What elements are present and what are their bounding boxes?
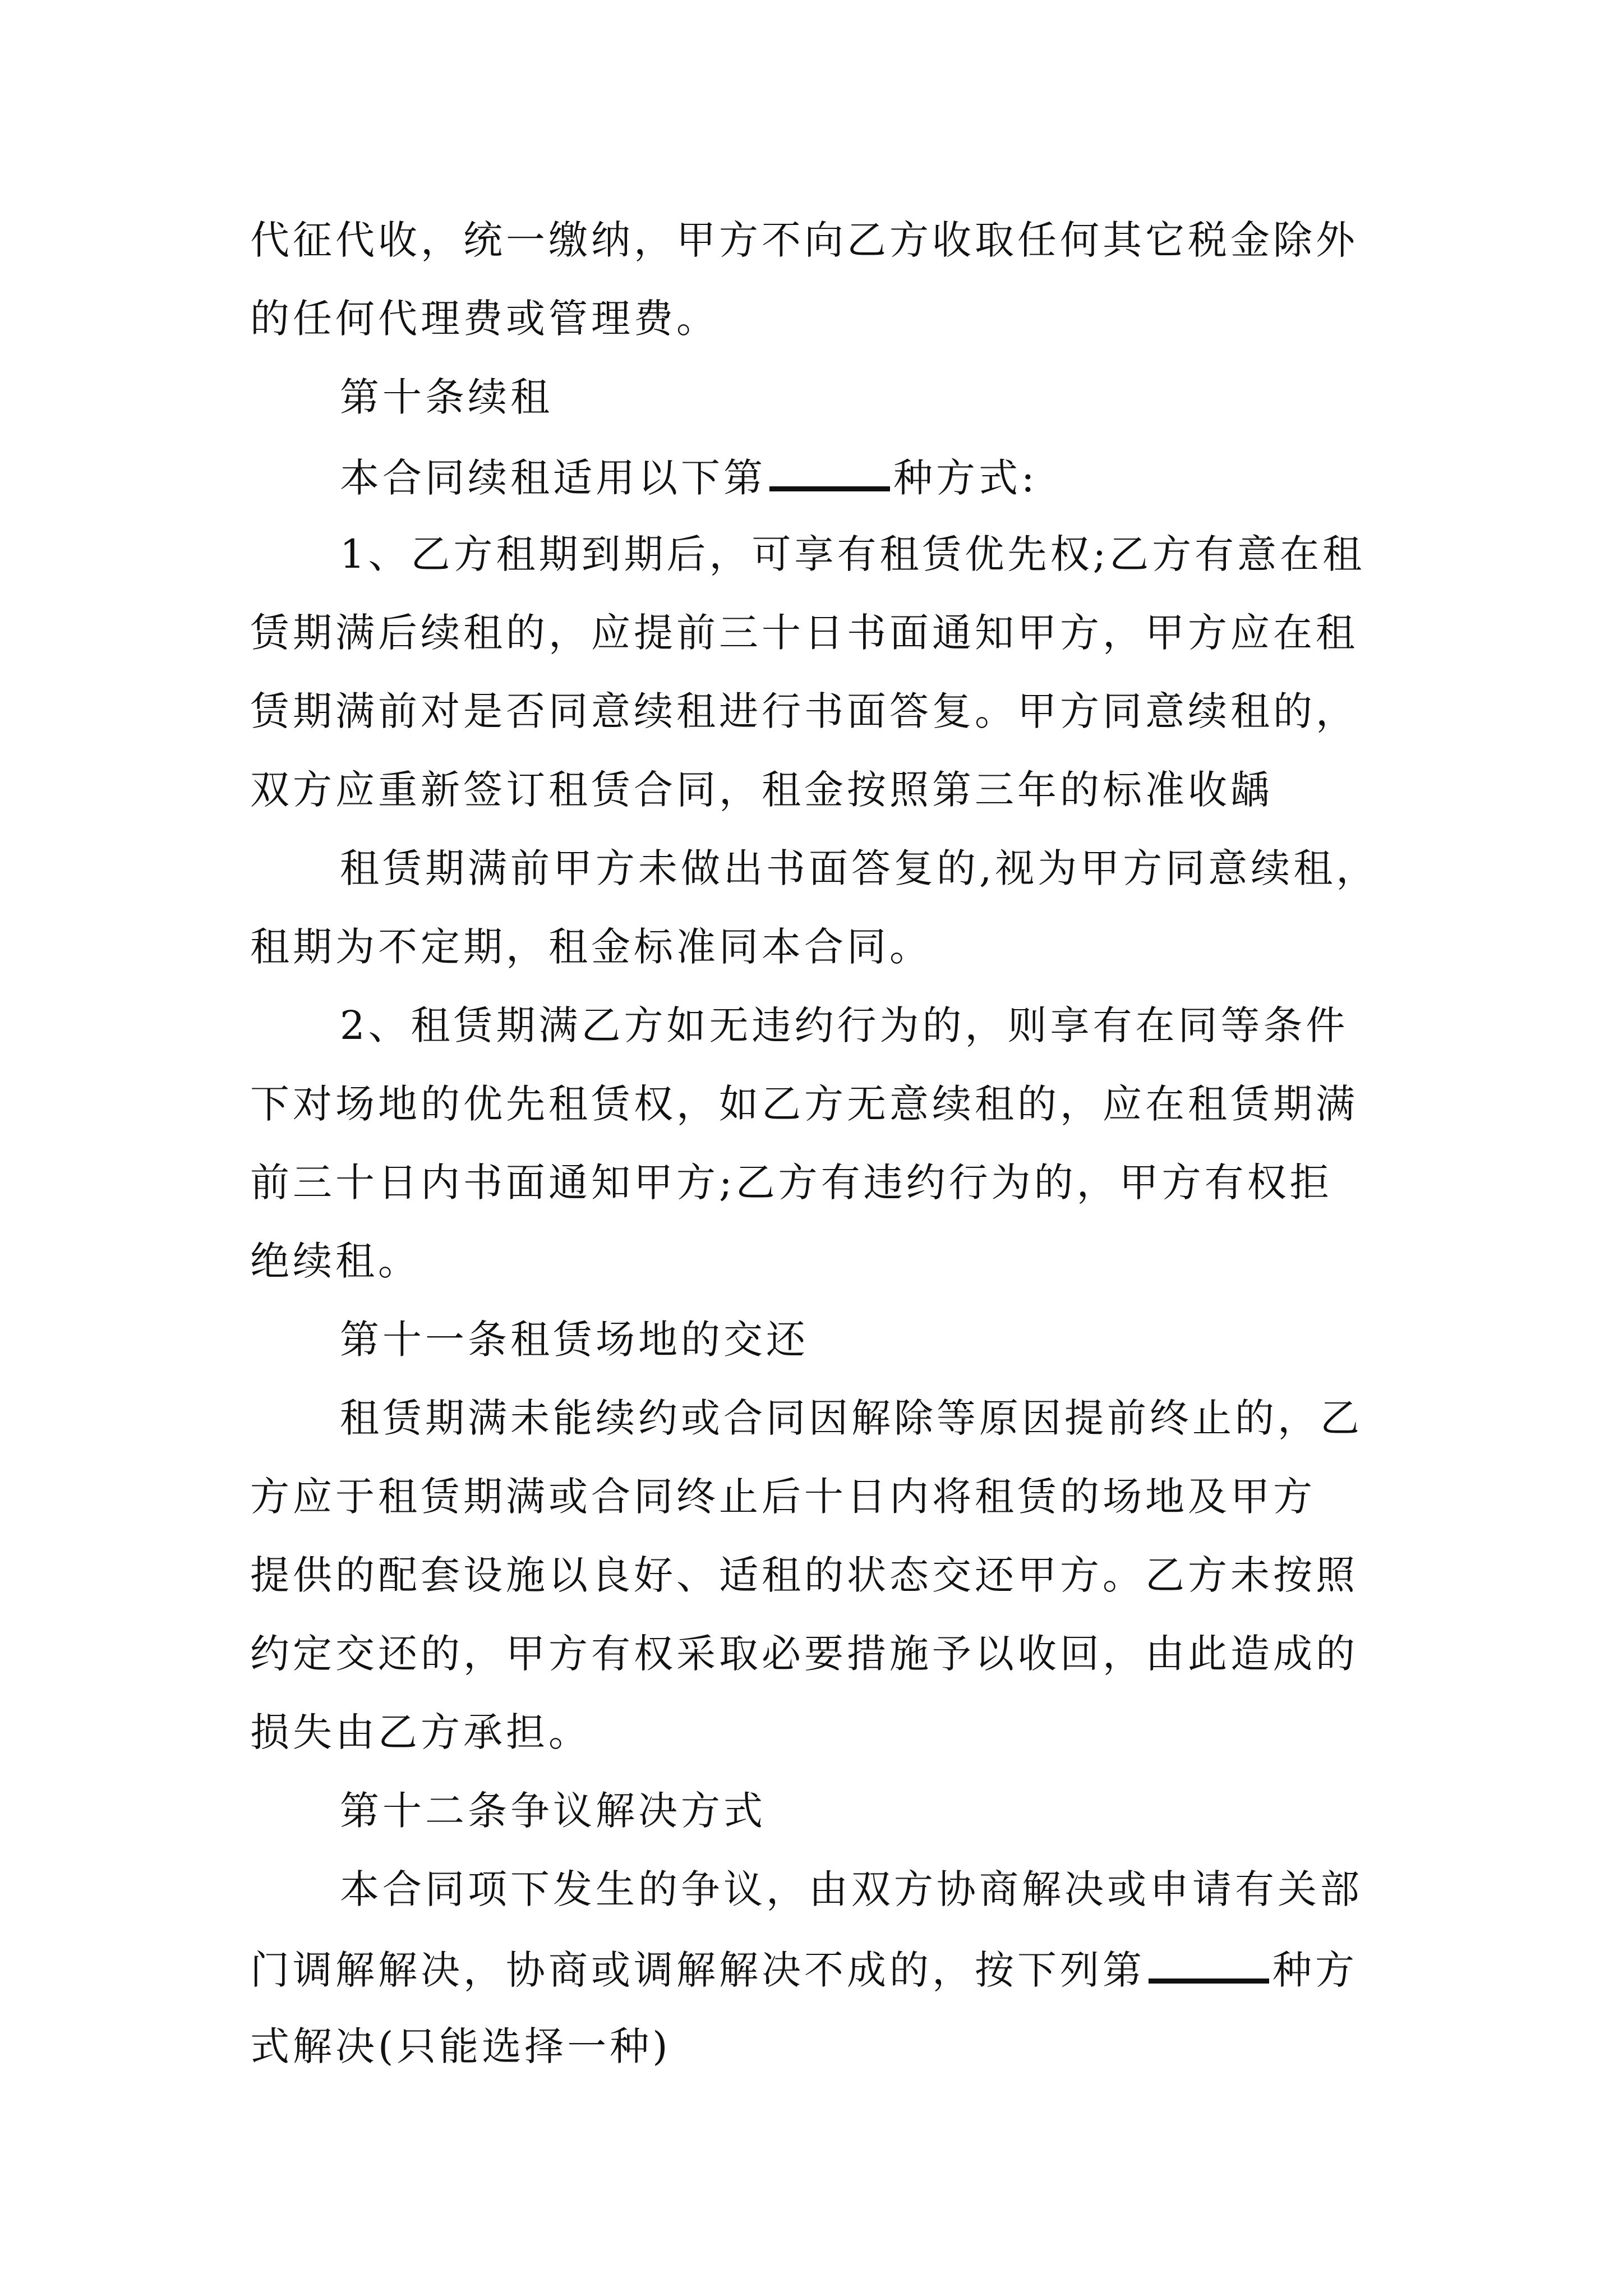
paragraph-line: 约定交还的，甲方有权采取必要措施予以收回，由此造成的 (250, 1631, 1358, 1677)
line-text-before: 门调解解决，协商或调解解决不成的，按下列第 (250, 1947, 1145, 1993)
paragraph-line-with-blank (250, 1947, 1358, 1993)
paragraph-line: 式解决(只能选择一种) (250, 2023, 671, 2069)
paragraph-line: 绝续租。 (250, 1238, 421, 1284)
paragraph-line: 双方应重新签订租赁合同，租金按照第三年的标准收龋 (250, 767, 1273, 813)
paragraph-line: 本合同项下发生的争议，由双方协商解决或申请有关部 (340, 1866, 1363, 1912)
line-text-after: 种方式: (893, 455, 1038, 501)
fill-in-blank (769, 456, 890, 491)
paragraph-line: 2、租赁期满乙方如无违约行为的，则享有在同等条件 (340, 1002, 1349, 1048)
paragraph-line: 租赁期满未能续约或合同因解除等原因提前终止的，乙 (340, 1395, 1363, 1441)
paragraph-line: 损失由乙方承担。 (250, 1709, 591, 1755)
line-text-before: 本合同续租适用以下第 (340, 455, 766, 501)
paragraph-line: 代征代收，统一缴纳，甲方不向乙方收取任何其它税金除外 (250, 217, 1358, 263)
paragraph-line: 的任何代理费或管理费。 (250, 296, 719, 342)
paragraph-line: 方应于租赁期满或合同终止后十日内将租赁的场地及甲方 (250, 1474, 1316, 1520)
paragraph-line: 租赁期满前甲方未做出书面答复的,视为甲方同意续租， (340, 845, 1379, 891)
paragraph-line: 提供的配套设施以良好、适租的状态交还甲方。乙方未按照 (250, 1552, 1358, 1598)
line-text-after: 种方 (1272, 1947, 1358, 1993)
section-heading-renewal: 第十条续租 (340, 374, 553, 420)
fill-in-blank (1149, 1948, 1269, 1984)
paragraph-line-with-blank (340, 455, 1038, 501)
paragraph-line: 赁期满前对是否同意续租进行书面答复。甲方同意续租的， (250, 688, 1358, 734)
section-heading-dispute: 第十二条争议解决方式 (340, 1788, 766, 1834)
section-heading-return: 第十一条租赁场地的交还 (340, 1317, 809, 1363)
paragraph-line: 赁期满后续租的，应提前三十日书面通知甲方，甲方应在租 (250, 610, 1358, 656)
paragraph-line: 租期为不定期，租金标准同本合同。 (250, 924, 932, 970)
paragraph-line: 前三十日内书面通知甲方;乙方有违约行为的，甲方有权拒 (250, 1159, 1332, 1205)
paragraph-line: 1、乙方租期到期后，可享有租赁优先权;乙方有意在租 (340, 531, 1366, 577)
paragraph-line: 下对场地的优先租赁权，如乙方无意续租的，应在租赁期满 (250, 1081, 1358, 1127)
